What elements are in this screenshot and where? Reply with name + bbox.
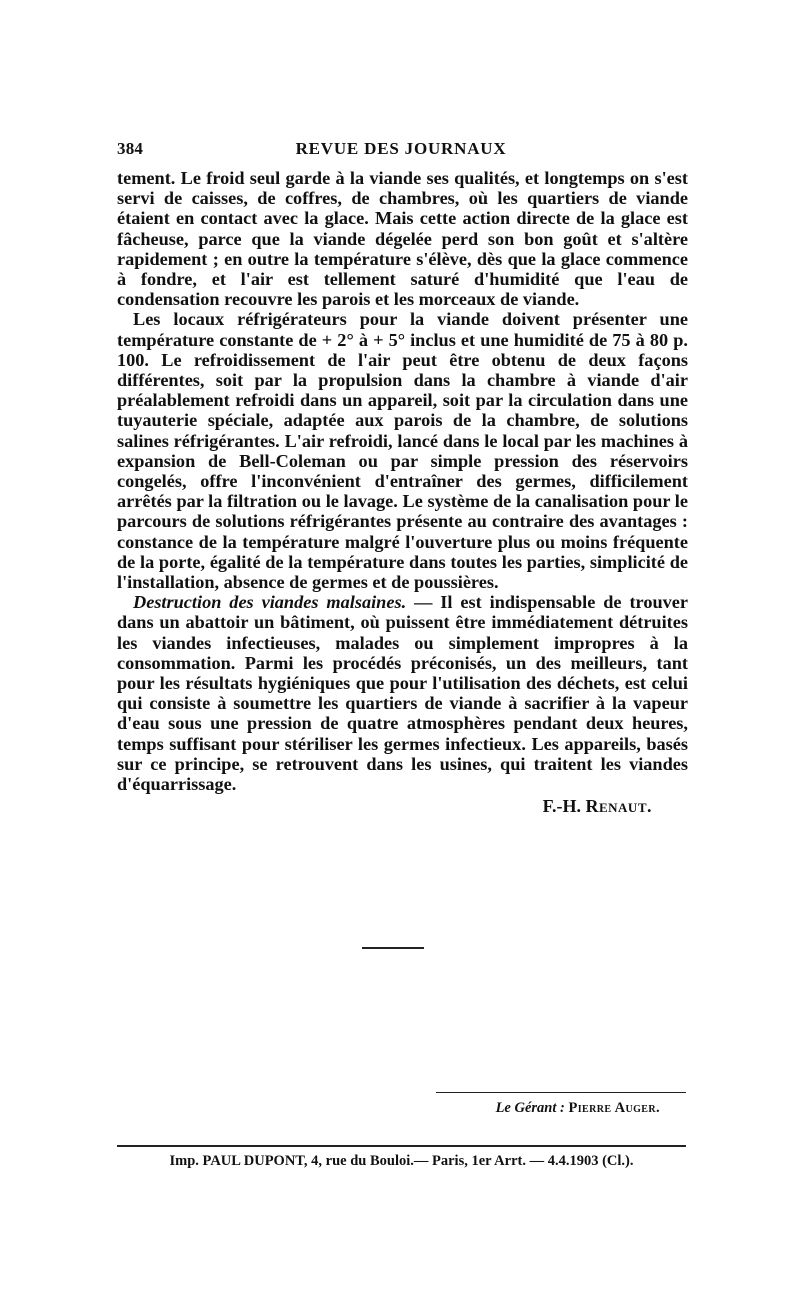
section-divider (362, 947, 424, 949)
gerant-name: Pierre Auger. (568, 1100, 660, 1116)
paragraph: Les locaux réfrigérateurs pour la viande doivent présenter une température constante de + 2° à + 5° inclus et une humidité de 75 à 80 p. 100. Le refroidissement de l'air peut être obtenu de deux façons différentes, soit par la propulsion dans la chambre à viande d'air préalablement refroidi dans un appareil, soit par la circulation dans une tuyauterie spéciale, adaptée aux parois de la chambre, de solutions salines réfrigérantes. L'air refroidi, lancé dans le local par les machines à expansion de Bell-Coleman ou par simple pression des réservoirs congelés, offre l'inconvénient d'entraîner des germes, difficilement arrêtés par la filtration ou le lavage. Le système de la canalisation pour le parcours de solutions réfrigérantes présente au contraire des avantages : constance de la température malgré l'ouverture plus ou moins fréquente de la porte, égalité de la température dans toutes les parties, simplicité de l'installation, absence de germes et de poussières. (117, 309, 688, 593)
gerant-line (436, 1100, 660, 1117)
author-signature (117, 796, 688, 816)
journal-title: REVUE DES JOURNAUX (295, 139, 507, 158)
signature-initials: F.-H. (542, 796, 586, 817)
signature-name: Renaut. (585, 796, 652, 817)
imprint-rule (117, 1145, 686, 1147)
paragraph-text: — Il est indispensable de trouver dans un abattoir un bâtiment, où puissent être immédiatement détruites les viandes infectieuses, malades ou simplement impropres à la consommation. Parmi les procédés préconisés, un des meilleurs, tant pour les résultats hygiéniques que pour l'utilisation des déchets, est celui qui consiste à soumettre les quartiers de viande à sacrifier à la vapeur d'eau sous une pression de quatre atmosphères pendant deux heures, temps suffisant pour stériliser les germes infectieux. Les appareils, basés sur ce principe, se retrouvent dans les usines, qui traitent les viandes d'équarrissage. (117, 592, 688, 795)
gerant-rule (436, 1092, 686, 1093)
section-title: Destruction des viandes malsaines. (133, 592, 407, 613)
article-body (117, 168, 688, 817)
running-head (117, 139, 685, 163)
page-number: 384 (117, 139, 144, 158)
printer-imprint: Imp. PAUL DUPONT, 4, rue du Bouloi.— Paris, 1er Arrt. — 4.4.1903 (Cl.). (169, 1153, 634, 1169)
paragraph: tement. Le froid seul garde à la viande ses qualités, et longtemps on s'est servi de caisses, de coffres, de chambres, où les quartiers de viande étaient en contact avec la glace. Mais cette action directe de la glace est fâcheuse, parce que la viande dégelée perd son bon goût et s'altère rapidement ; en outre la température s'élève, dès que la glace commence à fondre, et l'air est tellement saturé d'humidité que l'eau de condensation recouvre les parois et les morceaux de viande. (117, 168, 688, 310)
paragraph (117, 592, 688, 794)
gerant-label: Le Gérant : (495, 1100, 565, 1116)
